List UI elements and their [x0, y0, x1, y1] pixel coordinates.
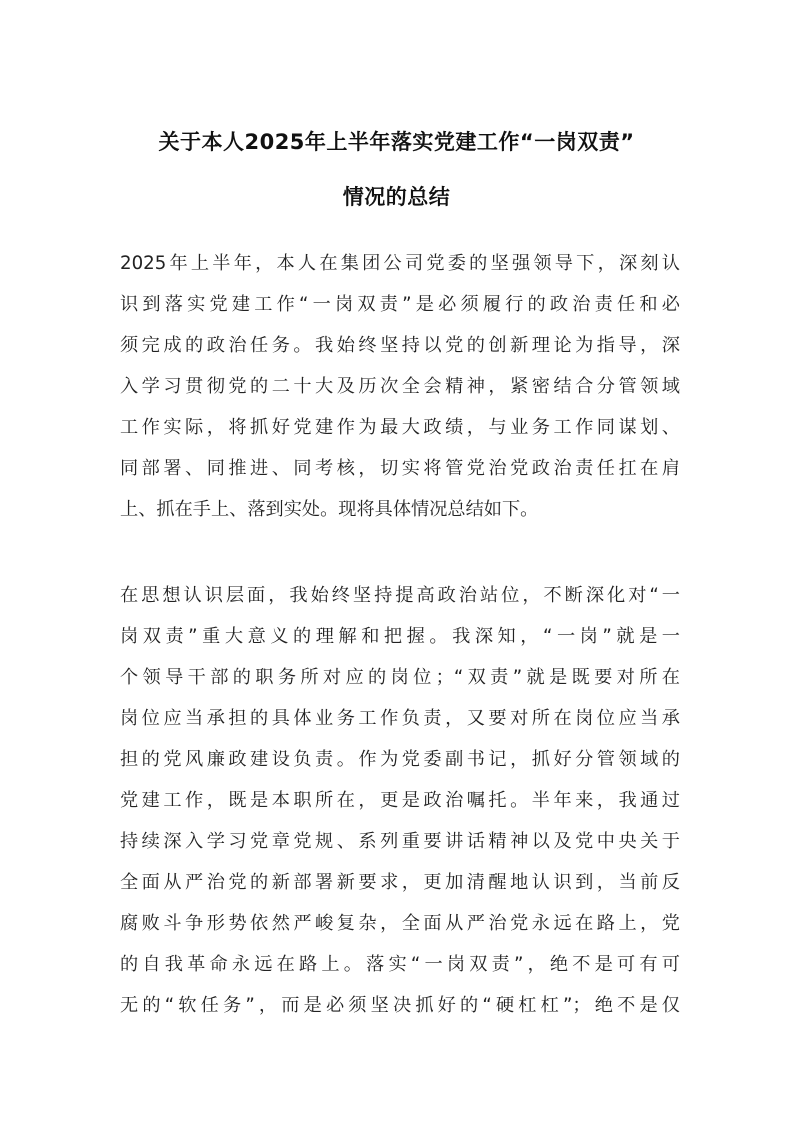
paragraph-line: 全面从严治党的新部署新要求，更加清醒地认识到，当前反	[120, 872, 680, 893]
paragraph-line: 工作实际，将抓好党建作为最大政绩，与业务工作同谋划、	[120, 417, 680, 438]
paragraph-line: 2025年上半年，本人在集团公司党委的坚强领导下，深刻认	[120, 253, 680, 274]
paragraph-line: 入学习贯彻党的二十大及历次全会精神，紧密结合分管领域	[120, 376, 680, 397]
paragraph-ideological	[120, 575, 680, 1026]
paragraph-line: 岗双责”重大意义的理解和把握。我深知，“一岗”就是一	[120, 626, 680, 647]
document-title-line-2: 情况的总结	[342, 185, 451, 209]
paragraph-line: 上、抓在手上、落到实处。现将具体情况总结如下。	[120, 499, 539, 520]
paragraph-line: 担的党风廉政建设负责。作为党委副书记，抓好分管领域的	[120, 749, 680, 770]
paragraph-line: 腐败斗争形势依然严峻复杂，全面从严治党永远在路上，党	[120, 913, 680, 934]
document-title-line-1: 关于本人2025年上半年落实党建工作“一岗双责”	[158, 130, 635, 154]
paragraph-line: 在思想认识层面，我始终坚持提高政治站位，不断深化对“一	[120, 585, 680, 606]
paragraph-line: 须完成的政治任务。我始终坚持以党的创新理论为指导，深	[120, 335, 680, 356]
paragraph-line: 无的“软任务”，而是必须坚决抓好的“硬杠杠”；绝不是仅	[120, 995, 680, 1016]
paragraph-line: 岗位应当承担的具体业务工作负责，又要对所在岗位应当承	[120, 708, 680, 729]
paragraph-line: 党建工作，既是本职所在，更是政治嘱托。半年来，我通过	[120, 790, 680, 811]
paragraph-line: 的自我革命永远在路上。落实“一岗双责”，绝不是可有可	[120, 954, 680, 975]
paragraph-line: 识到落实党建工作“一岗双责”是必须履行的政治责任和必	[120, 294, 680, 315]
paragraph-line: 同部署、同推进、同考核，切实将管党治党政治责任扛在肩	[120, 458, 680, 479]
paragraph-line: 个领导干部的职务所对应的岗位；“双责”就是既要对所在	[120, 667, 680, 688]
paragraph-intro	[120, 243, 680, 530]
paragraph-line: 持续深入学习党章党规、系列重要讲话精神以及党中央关于	[120, 831, 680, 852]
